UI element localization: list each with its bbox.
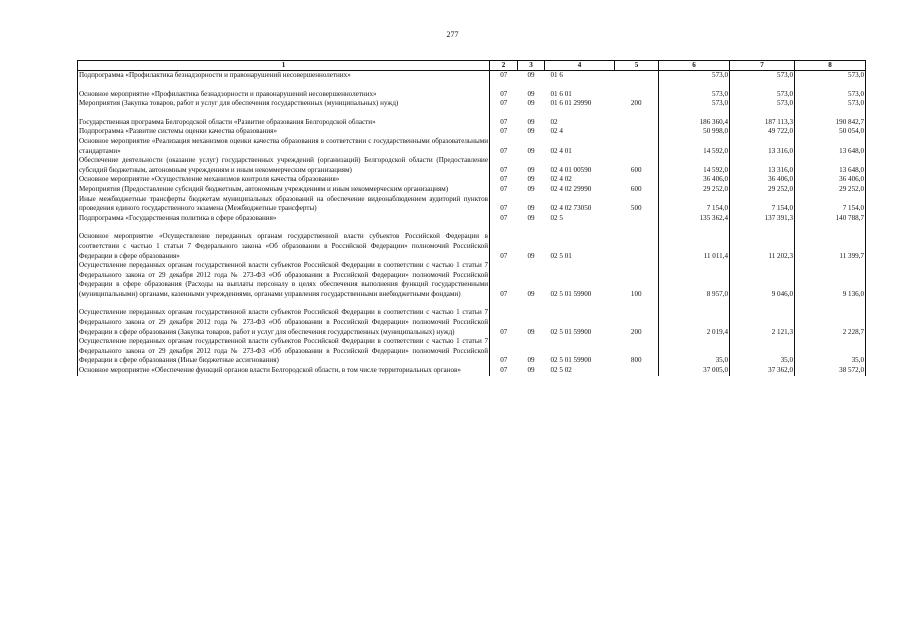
spacer-cell [730,299,795,308]
expense-type-code [615,71,659,81]
row-description: Основное мероприятие «Профилактика безнадзорности и правонарушений несовершеннолетних» [78,90,490,100]
amount-year-3: 140 788,7 [795,214,866,224]
expense-type-code: 500 [615,195,659,214]
target-article-code: 02 5 01 59900 [550,289,592,298]
amount-year-2: 13 316,0 [730,137,795,156]
table-row [78,195,866,214]
expense-type-code: 600 [615,156,659,175]
amount-year-1: 29 252,0 [659,185,730,195]
spacer-cell [545,223,615,232]
subsection-code: 09 [527,99,535,108]
target-article-code: 02 5 02 [550,366,572,375]
section-code: 07 [500,175,508,184]
subsection-code: 09 [518,71,545,81]
amount-year-3: 2 228,7 [795,308,866,337]
spacer-cell [615,223,659,232]
amount-year-1: 573,0 [659,71,730,81]
amount-year-1: 37 005,0 [659,366,730,376]
spacer-cell [730,81,795,90]
target-article-code: 01 6 01 [550,89,572,98]
table-row [78,99,866,109]
amount-year-1: 8 957,0 [659,261,730,299]
spacer-cell [545,109,615,118]
table-row [78,127,866,137]
spacer-cell [659,109,730,118]
amount-year-3: 7 154,0 [795,195,866,214]
table-header-row [78,61,866,71]
amount-year-3: 13 648,0 [795,156,866,175]
row-description: Государственная программа Белгородской области «Развитие образования Белгородской области» [78,118,490,128]
spacer-cell [78,81,490,90]
row-spacer [78,299,866,308]
amount-year-1: 135 362,4 [659,214,730,224]
amount-year-1: 35,0 [659,337,730,366]
amount-year-2: 11 202,3 [730,232,795,261]
row-description: Основное мероприятие «Обеспечение функций органов власти Белгородской области, в том числе территориальных органов» [78,366,490,376]
amount-year-2: 573,0 [730,99,795,109]
column-header: 2 [490,61,518,71]
spacer-cell [545,299,615,308]
row-description: Основное мероприятие «Реализация механизмов оценки качества образования в соответствии с государственными образовательными стандартами» [79,136,488,155]
amount-year-3: 35,0 [795,337,866,366]
section-code: 07 [500,327,508,336]
section-code: 07 [500,213,508,222]
row-description: Подпрограмма «Государственная политика в сфере образования» [78,214,490,224]
subsection-code: 09 [527,127,535,136]
table-row [78,118,866,128]
row-spacer [78,223,866,232]
spacer-cell [518,299,545,308]
expense-type-code [615,127,659,137]
section-code: 07 [500,289,508,298]
amount-year-1: 14 592,0 [659,137,730,156]
row-description: Основное мероприятие «Осуществление механизмов контроля качества образования» [78,175,490,185]
row-description: Осуществление переданных органам государственной власти субъектов Российской Федерации в соответствии с частью 1 статьи 7 Федерального закона от 29 декабря 2012 года № 273-ФЗ «Об образовании в Российской Федерации» полномочий Российской Федерации в сфере образования (Закупка товаров, работ и услуг для обеспечения государственных (муниципальных) нужд) [79,308,488,336]
amount-year-2: 187 113,3 [730,118,795,128]
section-code: 07 [500,165,508,174]
amount-year-1: 2 019,4 [659,308,730,337]
expense-type-code: 200 [615,99,659,109]
column-header: 7 [730,61,795,71]
spacer-cell [659,223,730,232]
expense-type-code [615,90,659,100]
amount-year-1: 7 154,0 [659,195,730,214]
section-code: 07 [500,146,508,155]
target-article-code: 02 4 01 00590 [550,165,592,174]
target-article-code: 01 6 [545,71,615,81]
amount-year-1: 573,0 [659,90,730,100]
spacer-cell [78,299,490,308]
row-description: Осуществление переданных органам государственной власти субъектов Российской Федерации в соответствии с частью 1 статьи 7 Федерального закона от 29 декабря 2012 года № 273-ФЗ «Об образовании в Российской Федерации» полномочий Российской Федерации в сфере образования (Иные бюджетные ассигнования) [79,337,488,365]
spacer-cell [795,109,866,118]
column-header: 1 [78,61,490,71]
subsection-code: 09 [527,327,535,336]
expense-type-code [615,214,659,224]
section-code: 07 [500,356,508,365]
spacer-cell [78,109,490,118]
row-spacer [78,109,866,118]
target-article-code: 01 6 01 29990 [550,99,592,108]
spacer-cell [518,109,545,118]
spacer-cell [659,299,730,308]
row-description: Иные межбюджетные трансферты бюджетам муниципальных образований на обеспечение видеонаблюдением аудиторий пунктов проведения единого государственного экзамена (Межбюджетные трансферты) [79,194,488,213]
expense-type-code: 100 [615,261,659,299]
amount-year-3: 190 842,7 [795,118,866,128]
row-description: Мероприятия (Закупка товаров, работ и услуг для обеспечения государственных (муниципальных) нужд) [78,99,490,109]
spacer-cell [659,81,730,90]
amount-year-3: 573,0 [795,71,866,81]
target-article-code: 02 4 [550,127,563,136]
subsection-code: 09 [527,366,535,375]
amount-year-1: 11 011,4 [659,232,730,261]
row-description: Подпрограмма «Профилактика безнадзорности и правонарушений несовершеннолетних» [78,71,490,81]
spacer-cell [730,109,795,118]
table-row [78,175,866,185]
subsection-code: 09 [527,89,535,98]
subsection-code: 09 [527,251,535,260]
table-row [78,90,866,100]
column-header: 3 [518,61,545,71]
expense-type-code [615,366,659,376]
spacer-cell [615,81,659,90]
amount-year-3: 9 136,0 [795,261,866,299]
table-row [78,366,866,376]
amount-year-3: 50 054,0 [795,127,866,137]
section-code: 07 [500,127,508,136]
target-article-code: 02 5 01 59900 [550,327,592,336]
column-header: 6 [659,61,730,71]
row-description: Обеспечение деятельности (оказание услуг) государственных учреждений (организаций) Белгородской области (Предоставление субсидий бюджетным, автономным учреждениям и иным некоммерческим организациям) [79,156,488,174]
amount-year-1: 186 360,4 [659,118,730,128]
spacer-cell [795,81,866,90]
row-description: Мероприятия (Предоставление субсидий бюджетным, автономным учреждениям и иным некоммерческим организациям) [78,185,490,195]
target-article-code: 02 4 02 29990 [550,184,592,193]
amount-year-2: 49 722,0 [730,127,795,137]
page-number: 277 [446,30,459,39]
amount-year-2: 573,0 [730,90,795,100]
budget-table [77,60,866,376]
section-code: 07 [500,251,508,260]
subsection-code: 09 [527,117,535,126]
subsection-code: 09 [527,175,535,184]
expense-type-code [615,175,659,185]
expense-type-code: 800 [615,337,659,366]
amount-year-1: 14 592,0 [659,156,730,175]
target-article-code: 02 4 02 [550,175,572,184]
spacer-cell [490,81,518,90]
section-code: 07 [500,99,508,108]
target-article-code: 02 [550,117,558,126]
section-code: 07 [500,366,508,375]
section-code: 07 [500,184,508,193]
amount-year-2: 37 362,0 [730,366,795,376]
expense-type-code [615,232,659,261]
subsection-code: 09 [527,204,535,213]
amount-year-2: 29 252,0 [730,185,795,195]
amount-year-2: 573,0 [730,71,795,81]
row-description: Подпрограмма «Развитие системы оценки качества образования» [78,127,490,137]
row-description: Основное мероприятие «Осуществление переданных органам государственной власти субъектов Российской Федерации в соответствии с частью 1 статьи 7 Федерального закона «Об образовании в Российской Федерации» полномочий Российской Федерации в сфере образования» [79,232,488,260]
row-description: Осуществление переданных органам государственной власти субъектов Российской Федерации в соответствии с частью 1 статьи 7 Федерального закона от 29 декабря 2012 года № 273-ФЗ «Об образовании в Российской Федерации» полномочий Российской Федерации в сфере образования (Расходы на выплаты персоналу в целях обеспечения выполнения функций государственными (муниципальными) органами, казенными учреждениями, органами управления государственными внебюджетными фондами) [79,261,488,298]
amount-year-3: 29 252,0 [795,185,866,195]
target-article-code: 02 4 01 [550,146,572,155]
amount-year-3: 573,0 [795,90,866,100]
spacer-cell [518,81,545,90]
spacer-cell [795,223,866,232]
subsection-code: 09 [527,184,535,193]
column-header: 8 [795,61,866,71]
spacer-cell [490,109,518,118]
table-row [78,308,866,337]
spacer-cell [490,223,518,232]
spacer-cell [545,81,615,90]
table-row [78,185,866,195]
amount-year-2: 137 391,3 [730,214,795,224]
target-article-code: 02 5 [550,213,563,222]
amount-year-2: 13 316,0 [730,156,795,175]
amount-year-3: 573,0 [795,99,866,109]
table-row [78,261,866,299]
spacer-cell [615,299,659,308]
table-row [78,214,866,224]
target-article-code: 02 5 01 59900 [550,356,592,365]
table-row [78,337,866,366]
spacer-cell [518,223,545,232]
amount-year-3: 11 399,7 [795,232,866,261]
row-spacer [78,81,866,90]
spacer-cell [795,299,866,308]
amount-year-3: 36 406,0 [795,175,866,185]
section-code: 07 [500,117,508,126]
expense-type-code [615,118,659,128]
amount-year-1: 36 406,0 [659,175,730,185]
section-code: 07 [500,89,508,98]
spacer-cell [78,223,490,232]
amount-year-1: 573,0 [659,99,730,109]
column-header: 5 [615,61,659,71]
amount-year-2: 7 154,0 [730,195,795,214]
subsection-code: 09 [527,289,535,298]
table-row [78,137,866,156]
target-article-code: 02 5 01 [550,251,572,260]
subsection-code: 09 [527,213,535,222]
amount-year-2: 9 046,0 [730,261,795,299]
target-article-code: 02 4 02 73050 [550,204,592,213]
table-row [78,232,866,261]
expense-type-code [615,137,659,156]
spacer-cell [490,299,518,308]
amount-year-2: 36 406,0 [730,175,795,185]
subsection-code: 09 [527,146,535,155]
amount-year-3: 13 648,0 [795,137,866,156]
table-row [78,156,866,175]
table-row [78,71,866,81]
expense-type-code: 200 [615,308,659,337]
spacer-cell [730,223,795,232]
subsection-code: 09 [527,356,535,365]
amount-year-2: 2 121,3 [730,308,795,337]
subsection-code: 09 [527,165,535,174]
column-header: 4 [545,61,615,71]
section-code: 07 [500,204,508,213]
amount-year-2: 35,0 [730,337,795,366]
section-code: 07 [490,71,518,81]
amount-year-1: 50 998,0 [659,127,730,137]
expense-type-code: 600 [615,185,659,195]
spacer-cell [615,109,659,118]
amount-year-3: 38 572,0 [795,366,866,376]
